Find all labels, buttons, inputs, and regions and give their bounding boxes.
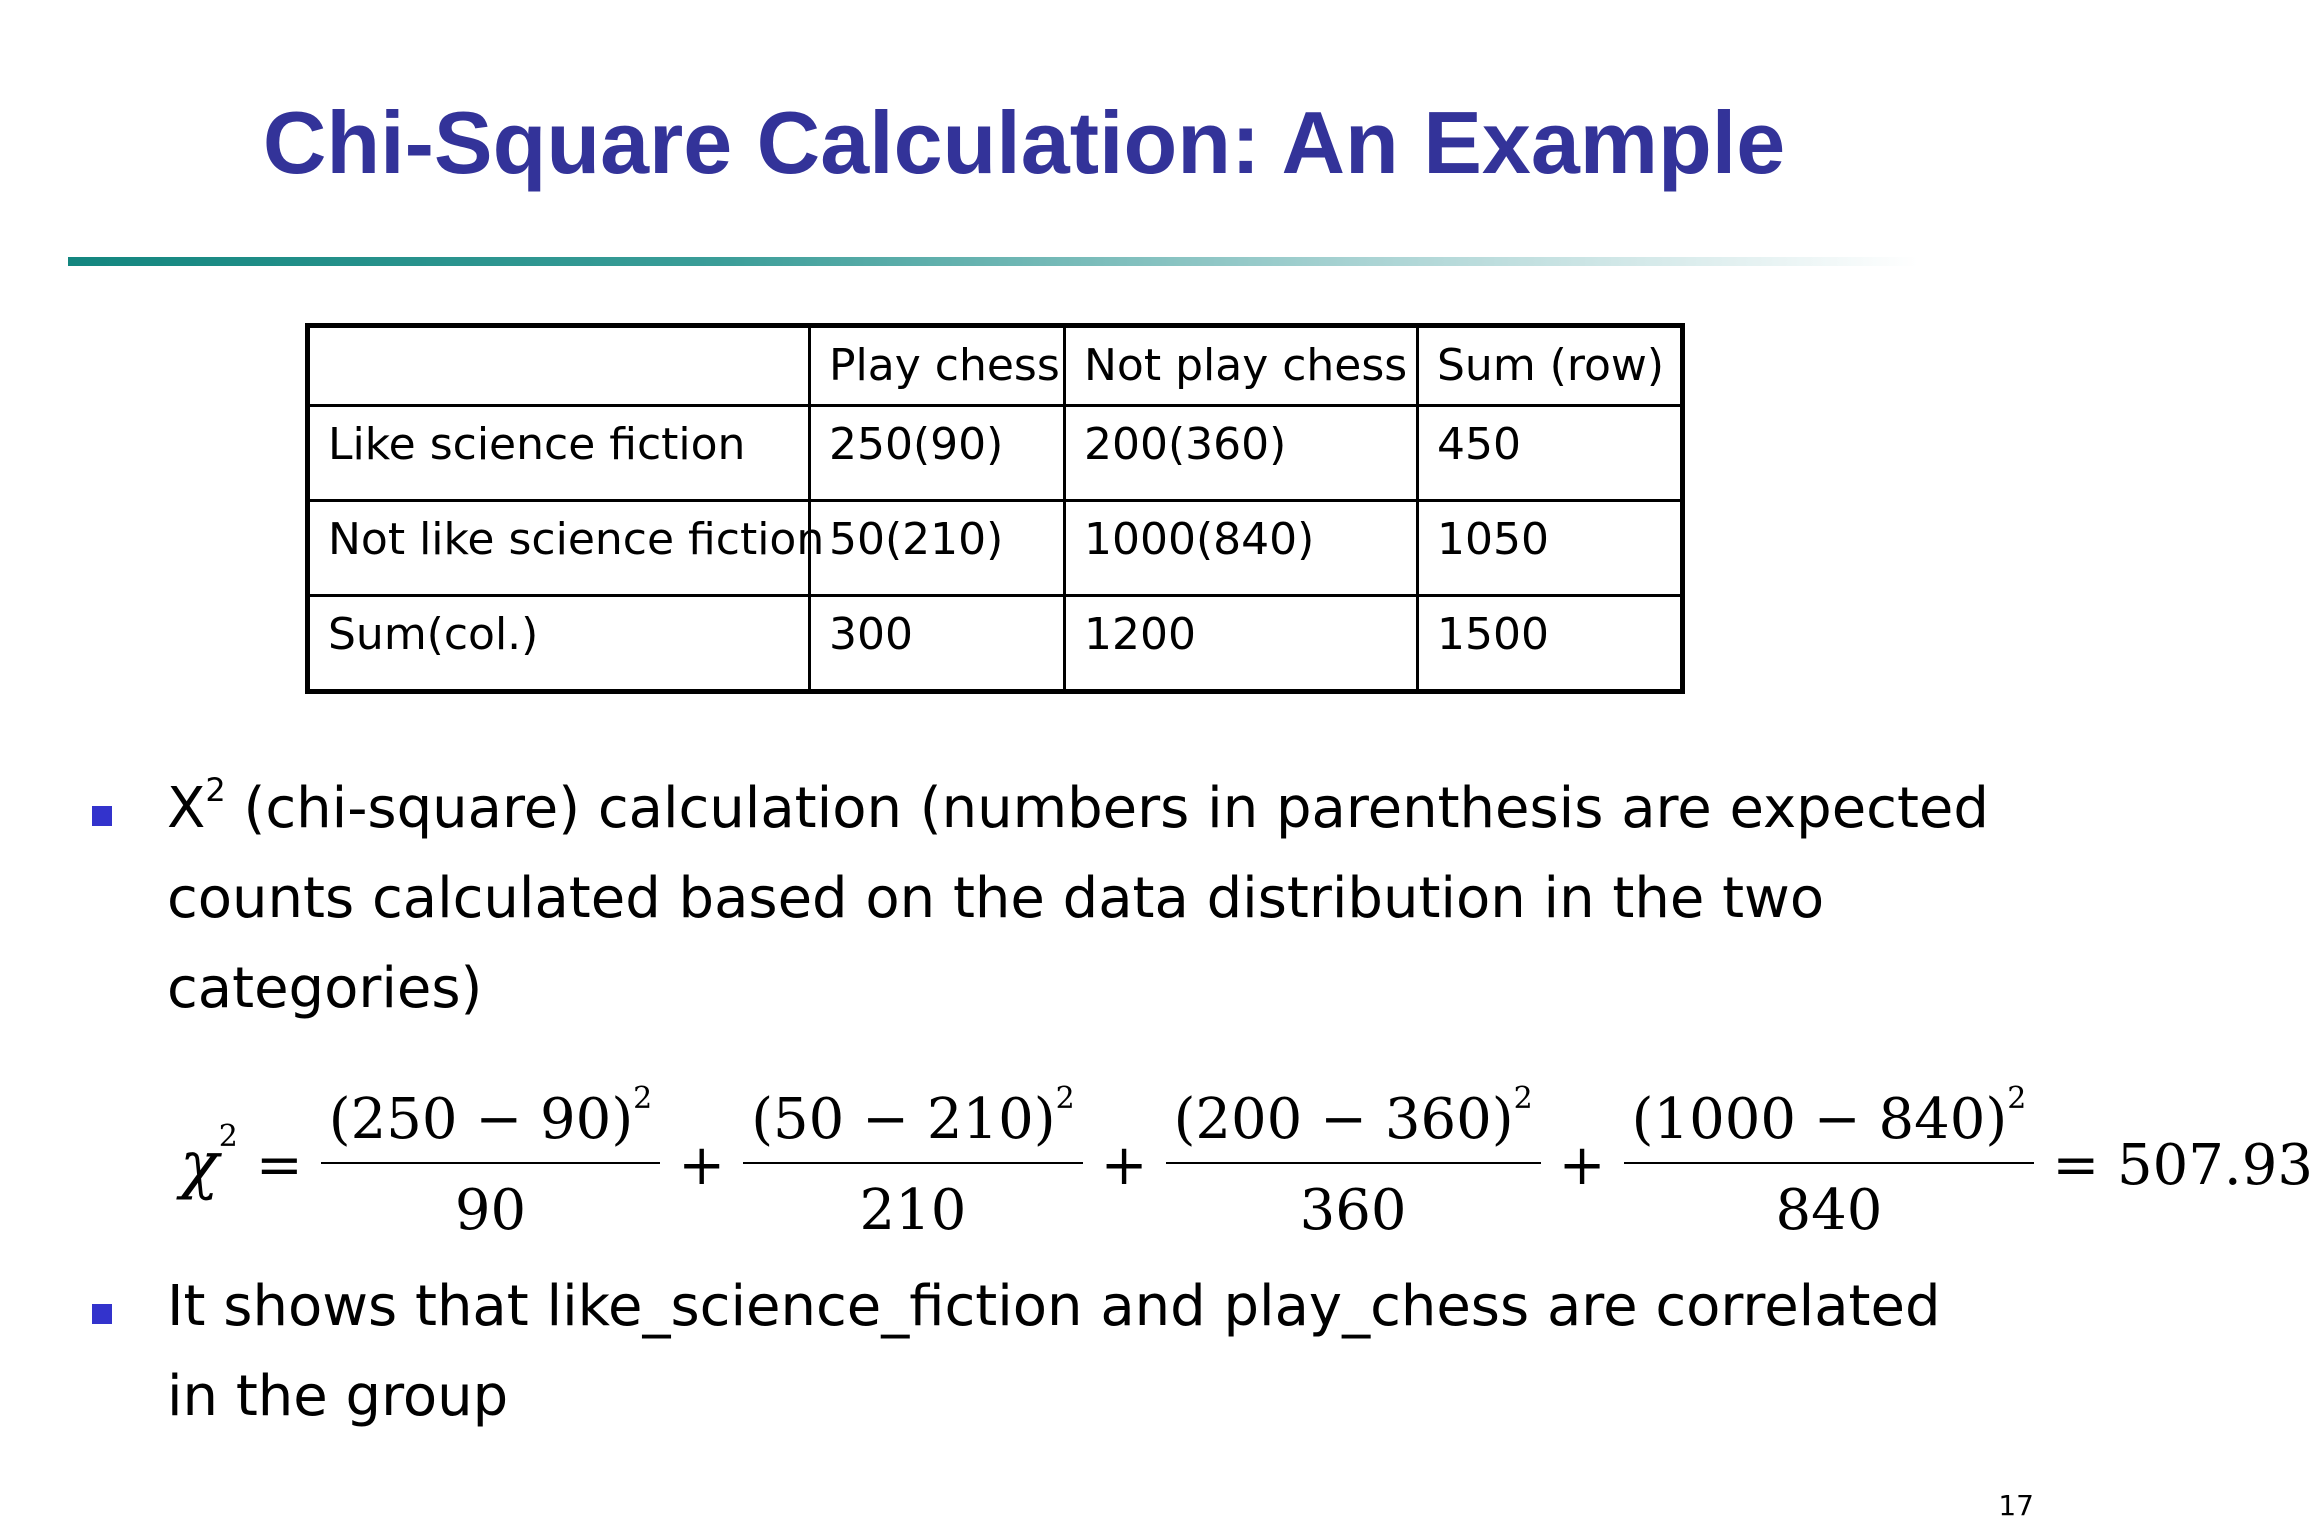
equals-sign: =	[255, 1132, 303, 1198]
table-cell: 50(210)	[810, 501, 1065, 596]
table-cell: 200(360)	[1065, 406, 1418, 501]
table-row	[308, 406, 1683, 501]
contingency-table	[305, 323, 1685, 694]
fraction-denominator: 360	[1299, 1178, 1407, 1243]
exponent: 2	[2007, 1081, 2027, 1117]
numerator-text: (1000 − 840)	[1631, 1087, 2008, 1152]
table-cell: 1050	[1418, 501, 1683, 596]
fraction-term	[1166, 1081, 1541, 1243]
table-header-row	[308, 326, 1683, 406]
bullet-marker	[92, 1304, 112, 1324]
chi-symbol-text: X	[167, 776, 206, 841]
table-cell: 300	[810, 596, 1065, 692]
plus-sign: +	[1100, 1132, 1148, 1198]
fraction-denominator: 840	[1775, 1178, 1883, 1243]
table-row-label: Not like science fiction	[308, 501, 810, 596]
exponent: 2	[1055, 1081, 1075, 1117]
fraction-denominator: 90	[454, 1178, 527, 1243]
table-header-cell	[308, 326, 810, 406]
chi-letter: χ	[180, 1128, 219, 1202]
bullet-text-conclusion: It shows that like_science_fiction and play_chess are correlated in the group	[167, 1274, 1941, 1429]
title-divider	[68, 257, 1918, 266]
table-header-cell: Not play chess	[1065, 326, 1418, 406]
page-number: 17	[1998, 1489, 2034, 1522]
table-cell: 1500	[1418, 596, 1683, 692]
formula-result: = 507.93	[2052, 1132, 2313, 1198]
superscript: 2	[205, 771, 226, 810]
table-row	[308, 596, 1683, 692]
table-cell: 250(90)	[810, 406, 1065, 501]
table-cell: 1000(840)	[1065, 501, 1418, 596]
table-row	[308, 501, 1683, 596]
fraction-numerator	[743, 1081, 1082, 1164]
slide-title: Chi-Square Calculation: An Example	[262, 93, 1786, 192]
fraction-term	[743, 1081, 1082, 1243]
numerator-text: (200 − 360)	[1173, 1087, 1514, 1152]
fraction-term	[1624, 1081, 2035, 1243]
chi-exponent: 2	[218, 1118, 238, 1154]
plus-sign: +	[678, 1132, 726, 1198]
exponent: 2	[1513, 1081, 1533, 1117]
plus-sign: +	[1558, 1132, 1606, 1198]
fraction-numerator	[321, 1081, 660, 1164]
table-header-cell: Play chess	[810, 326, 1065, 406]
fraction-denominator: 210	[859, 1178, 967, 1243]
table-row-label: Like science fiction	[308, 406, 810, 501]
chi-square-formula	[180, 1080, 2313, 1250]
bullet-text-chi-square	[167, 764, 2007, 1034]
table-cell: 450	[1418, 406, 1683, 501]
chi-symbol	[180, 1118, 238, 1202]
table-cell: 1200	[1065, 596, 1418, 692]
numerator-text: (250 − 90)	[328, 1087, 634, 1152]
numerator-text: (50 − 210)	[751, 1087, 1056, 1152]
bullet-marker	[92, 806, 112, 826]
table-header-cell: Sum (row)	[1418, 326, 1683, 406]
exponent: 2	[633, 1081, 653, 1117]
table-row-label: Sum(col.)	[308, 596, 810, 692]
fraction-numerator	[1624, 1081, 2035, 1164]
bullet-body: (chi-square) calculation (numbers in parenthesis are expected counts calculated based on the data distribution in the two categories)	[167, 776, 1989, 1021]
fraction-numerator	[1166, 1081, 1541, 1164]
fraction-term	[321, 1081, 660, 1243]
